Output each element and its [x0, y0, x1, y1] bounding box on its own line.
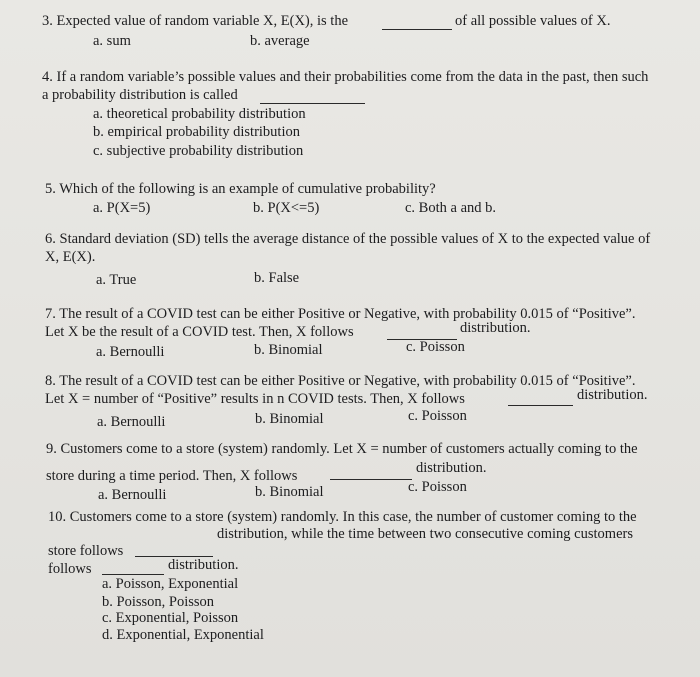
- q10-option-b: b. Poisson, Poisson: [102, 594, 215, 610]
- q7-option-b: b. Binomial: [254, 342, 323, 358]
- q9-blank: [330, 479, 412, 480]
- q6-text-line2: X, E(X).: [45, 249, 96, 265]
- q3-option-a: a. sum: [93, 33, 131, 49]
- q6-text: 6. Standard deviation (SD) tells the average distance of the possible values of X to the expected value of: [45, 231, 651, 247]
- q3-option-b: b. average: [250, 33, 310, 49]
- q8-blank: [508, 405, 573, 406]
- q9-text-end: distribution.: [416, 460, 487, 476]
- q9-option-a: a. Bernoulli: [98, 487, 167, 503]
- q10-option-d: d. Exponential, Exponential: [102, 627, 264, 643]
- q4-option-a: a. theoretical probability distribution: [93, 106, 306, 122]
- q10-text-line2: store follows: [48, 543, 124, 559]
- q4-text-line2: a probability distribution is called: [42, 87, 238, 103]
- q3-text-end: of all possible values of X.: [455, 13, 611, 29]
- q10-option-a: a. Poisson, Exponential: [102, 576, 239, 592]
- q9-option-c: c. Poisson: [408, 479, 467, 495]
- q7-option-c: c. Poisson: [406, 339, 465, 355]
- q8-option-a: a. Bernoulli: [97, 414, 166, 430]
- q10-option-c: c. Exponential, Poisson: [102, 610, 239, 626]
- q10-text: 10. Customers come to a store (system) randomly. In this case, the number of customer coming to the: [48, 509, 637, 525]
- q4-option-b: b. empirical probability distribution: [93, 124, 300, 140]
- q7-option-a: a. Bernoulli: [96, 344, 165, 360]
- q10-text-end: distribution.: [168, 557, 239, 573]
- q3-blank: [382, 29, 452, 30]
- q4-option-c: c. subjective probability distribution: [93, 143, 304, 159]
- q6-option-a: a. True: [96, 272, 137, 288]
- q9-text-line2: store during a time period. Then, X follows: [46, 468, 298, 484]
- q10-blank-2: [102, 574, 164, 575]
- q8-option-c: c. Poisson: [408, 408, 467, 424]
- q7-text: 7. The result of a COVID test can be either Positive or Negative, with probability 0.015 of “Positive”.: [45, 306, 636, 322]
- q10-text-middle: distribution, while the time between two consecutive coming customers: [217, 526, 633, 542]
- q4-text: 4. If a random variable’s possible values and their probabilities come from the data in the past, then such: [42, 69, 649, 85]
- q8-text-end: distribution.: [577, 387, 648, 403]
- q9-option-b: b. Binomial: [255, 484, 324, 500]
- q8-text-line2: Let X = number of “Positive” results in n COVID tests. Then, X follows: [45, 391, 465, 407]
- q5-text: 5. Which of the following is an example of cumulative probability?: [45, 181, 436, 197]
- q8-option-b: b. Binomial: [255, 411, 324, 427]
- q4-blank: [260, 103, 365, 104]
- q5-option-b: b. P(X<=5): [253, 200, 320, 216]
- q6-option-b: b. False: [254, 270, 300, 286]
- q7-text-end: distribution.: [460, 320, 531, 336]
- q8-text: 8. The result of a COVID test can be either Positive or Negative, with probability 0.015 of “Positive”.: [45, 373, 636, 389]
- q5-option-a: a. P(X=5): [93, 200, 151, 216]
- q9-text: 9. Customers come to a store (system) randomly. Let X = number of customers actually coming to the: [46, 441, 638, 457]
- q5-option-c: c. Both a and b.: [405, 200, 497, 216]
- q7-text-line2: Let X be the result of a COVID test. Then, X follows: [45, 324, 354, 340]
- q10-text-line3: follows: [48, 561, 92, 577]
- q3-text: 3. Expected value of random variable X, E(X), is the: [42, 13, 349, 29]
